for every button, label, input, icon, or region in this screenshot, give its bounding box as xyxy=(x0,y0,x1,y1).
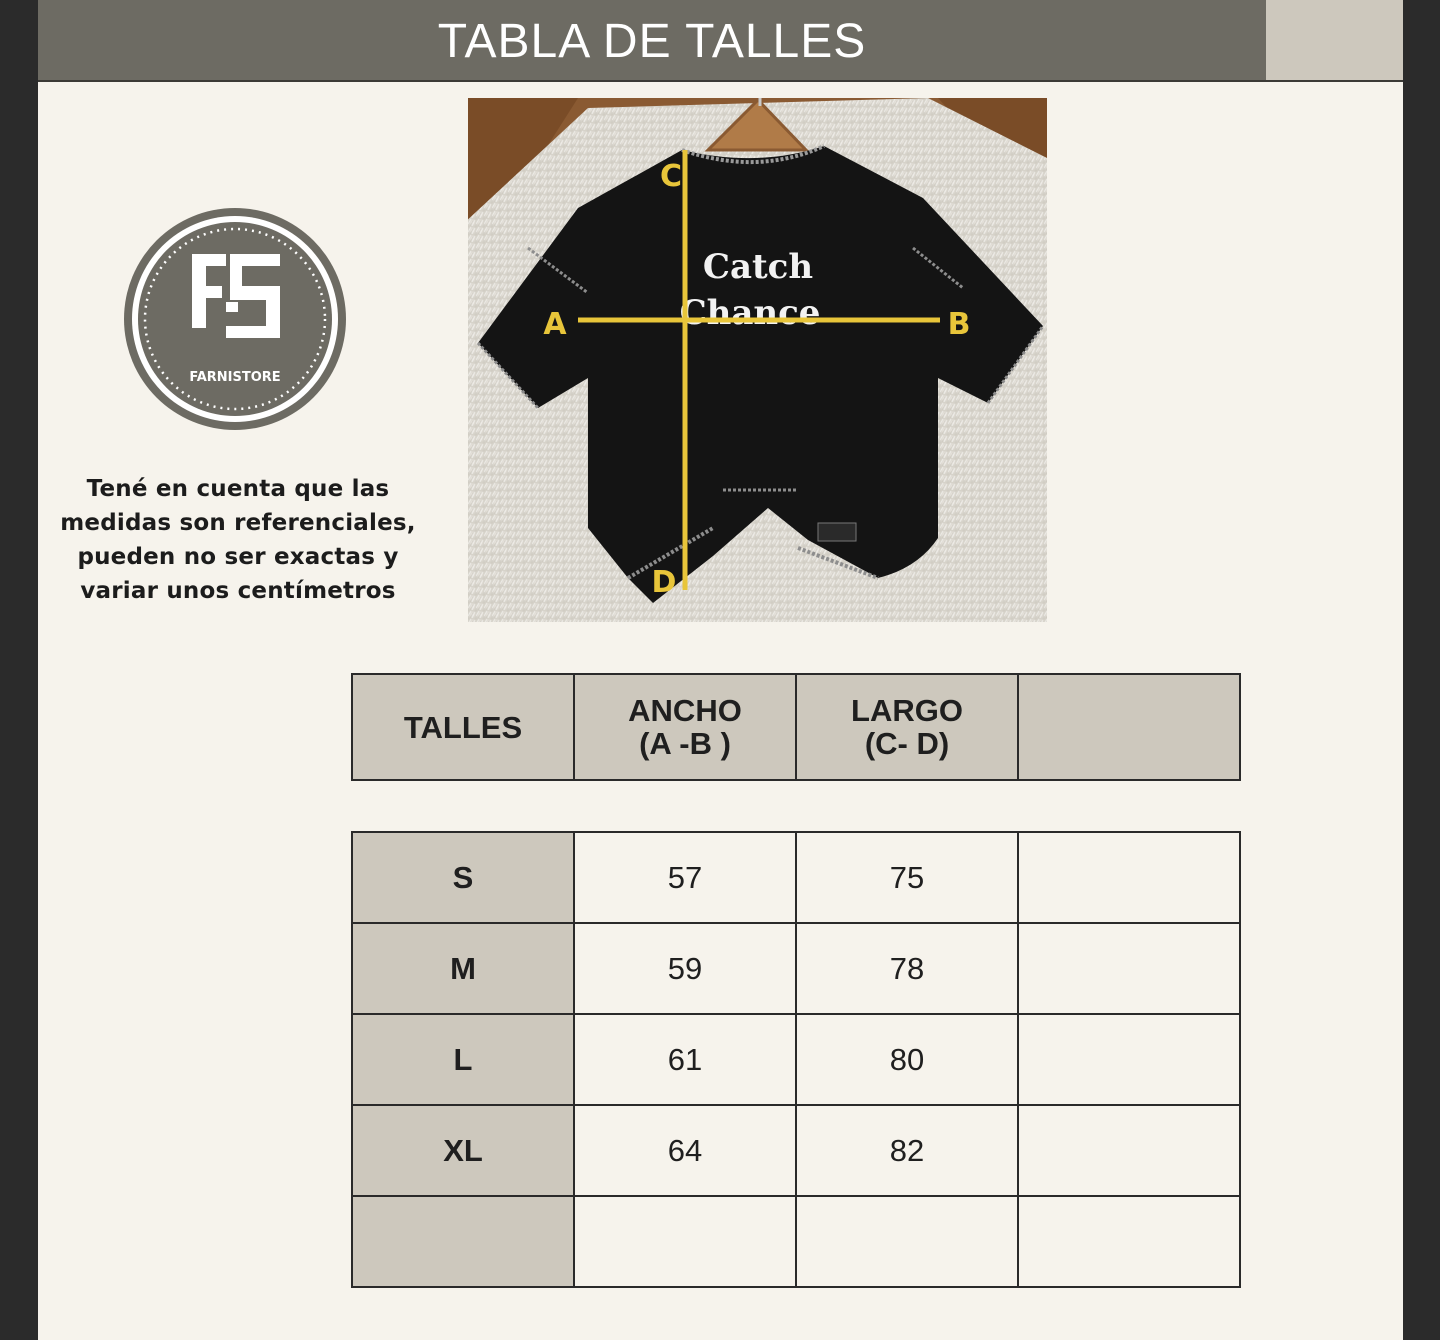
label-b: B xyxy=(947,307,971,342)
note-line: Tené en cuenta que las xyxy=(86,476,390,502)
ancho-cell: 61 xyxy=(574,1014,796,1105)
disclaimer-note xyxy=(60,472,416,608)
ancho-cell: 59 xyxy=(574,923,796,1014)
farnistore-logo xyxy=(122,206,348,432)
extra-cell xyxy=(1018,832,1240,923)
note-line: pueden no ser exactas y xyxy=(77,544,399,570)
size-cell: L xyxy=(352,1014,574,1105)
largo-cell: 75 xyxy=(796,832,1018,923)
largo-cell: 80 xyxy=(796,1014,1018,1105)
ancho-cell: 64 xyxy=(574,1105,796,1196)
header-accent-block xyxy=(1266,0,1403,82)
extra-cell xyxy=(1018,1105,1240,1196)
size-table-body xyxy=(351,831,1241,1288)
size-table-header xyxy=(351,673,1241,781)
header-cell-largo: LARGO (C- D) xyxy=(796,674,1018,780)
table-row xyxy=(352,1105,1240,1196)
page-title: TABLA DE TALLES xyxy=(437,14,867,68)
print-line-1: Catch xyxy=(702,247,814,287)
size-cell: M xyxy=(352,923,574,1014)
label-c: C xyxy=(659,159,683,194)
extra-cell xyxy=(1018,1196,1240,1287)
table-row xyxy=(352,832,1240,923)
header-cell-empty xyxy=(1018,674,1240,780)
extra-cell xyxy=(1018,1014,1240,1105)
table-row xyxy=(352,923,1240,1014)
tshirt-photo xyxy=(468,98,1047,622)
ancho-cell xyxy=(574,1196,796,1287)
label-d: D xyxy=(651,565,677,600)
extra-cell xyxy=(1018,923,1240,1014)
header-cell-talles: TALLES xyxy=(352,674,574,780)
header-row xyxy=(352,674,1240,780)
table-row xyxy=(352,1014,1240,1105)
note-line: variar unos centímetros xyxy=(80,578,396,604)
table-row xyxy=(352,1196,1240,1287)
header-bar xyxy=(38,0,1266,82)
largo-cell xyxy=(796,1196,1018,1287)
print-line-2: Chance xyxy=(679,293,821,333)
header-cell-ancho: ANCHO (A -B ) xyxy=(574,674,796,780)
size-cell: XL xyxy=(352,1105,574,1196)
note-line: medidas son referenciales, xyxy=(60,510,416,536)
label-a: A xyxy=(543,307,567,342)
size-cell xyxy=(352,1196,574,1287)
largo-cell: 78 xyxy=(796,923,1018,1014)
logo-text: FARNISTORE xyxy=(189,370,281,385)
size-cell: S xyxy=(352,832,574,923)
largo-cell: 82 xyxy=(796,1105,1018,1196)
ancho-cell: 57 xyxy=(574,832,796,923)
